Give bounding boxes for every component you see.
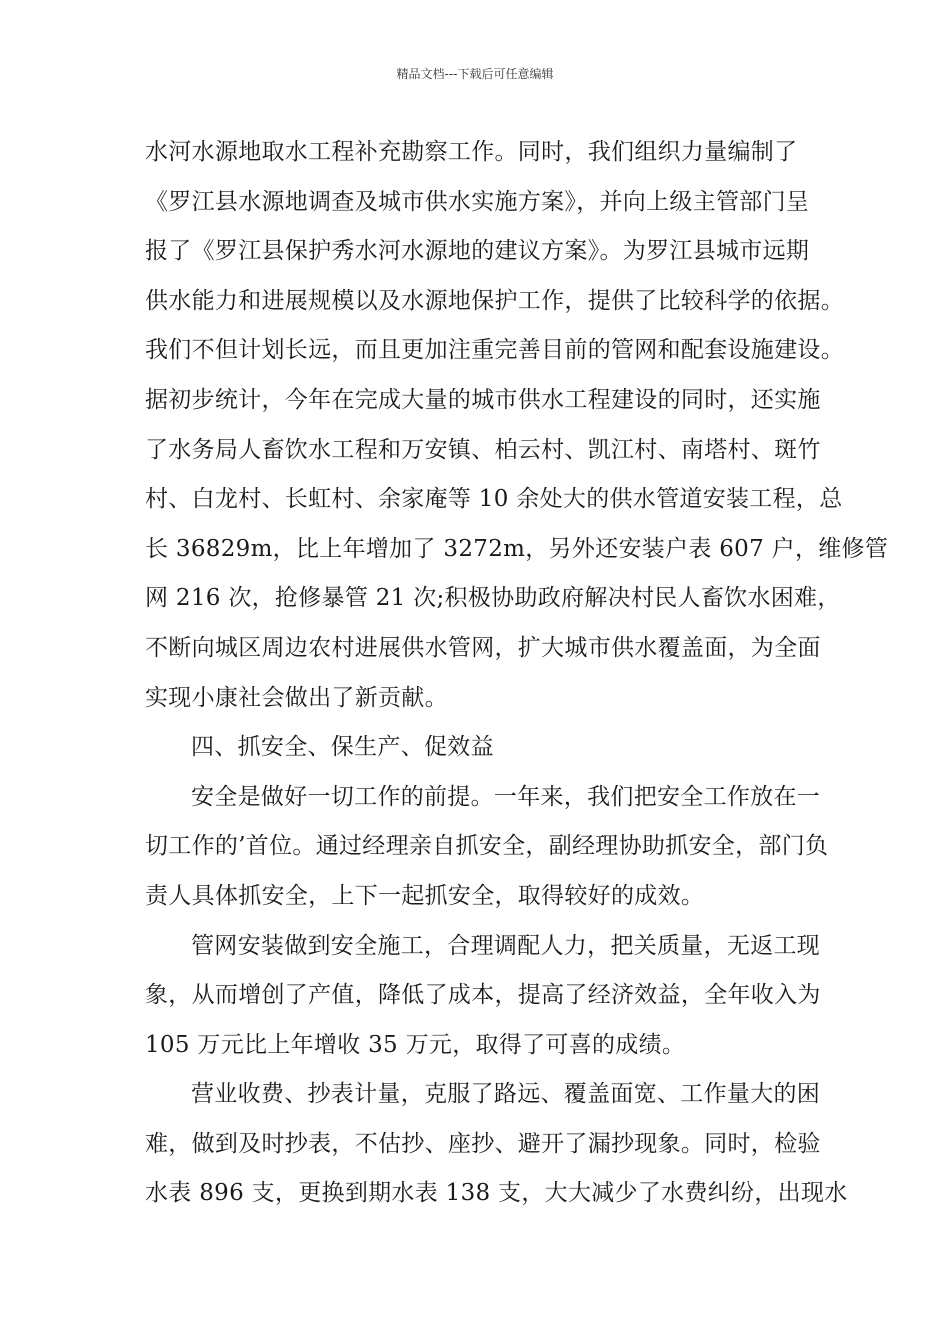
text-line: 象，从而增创了产值，降低了成本，提高了经济效益，全年收入为	[145, 982, 821, 1009]
text-line: 不断向城区周边农村进展供水管网，扩大城市供水覆盖面，为全面	[145, 634, 821, 661]
text-line: 报了《罗江县保护秀水河水源地的建议方案》。为罗江县城市远期	[145, 238, 810, 265]
text-line: 我们不但计划长远，而且更加注重完善目前的管网和配套设施建设。	[145, 337, 844, 364]
text-line: 水河水源地取水工程补充勘察工作。同时，我们组织力量编制了	[145, 139, 798, 165]
text-line: 供水能力和进展规模以及水源地保护工作，提供了比较科学的依据。	[145, 287, 844, 314]
text-line: 据初步统计，今年在完成大量的城市供水工程建设的同时，还实施	[145, 386, 821, 413]
text-line: 村、白龙村、长虹村、余家庵等 10 余处大的供水管道安装工程，总	[145, 486, 843, 513]
text-line: 水表 896 支，更换到期水表 138 支，大大减少了水费纠纷，出现水	[145, 1180, 848, 1207]
text-line: 责人具体抓安全，上下一起抓安全，取得较好的成效。	[145, 882, 705, 909]
text-line: 难，做到及时抄表，不估抄、座抄、避开了漏抄现象。同时，检验	[145, 1130, 821, 1157]
text-line: 了水务局人畜饮水工程和万安镇、柏云村、凯江村、南塔村、斑竹	[145, 436, 821, 463]
text-line: 网 216 次，抢修暴管 21 次;积极协助政府解决村民人畜饮水困难，	[145, 585, 841, 612]
text-line: 营业收费、抄表计量，克服了路远、覆盖面宽、工作量大的困	[191, 1081, 821, 1108]
text-line: 长 36829m，比上年增加了 3272m，另外还安装户表 607 户，维修管	[145, 535, 889, 562]
text-line: 切工作的’首位。通过经理亲自抓安全，副经理协助抓安全，部门负	[145, 833, 829, 860]
text-line: 《罗江县水源地调查及城市供水实施方案》，并向上级主管部门呈	[145, 188, 810, 215]
text-line: 管网安装做到安全施工，合理调配人力，把关质量，无返工现	[191, 932, 821, 959]
document-body	[145, 128, 889, 1219]
text-line: 105 万元比上年增收 35 万元，取得了可喜的成绩。	[145, 1031, 686, 1058]
section-heading: 四、抓安全、保生产、促效益	[191, 734, 494, 761]
text-line: 安全是做好一切工作的前提。一年来，我们把安全工作放在一	[191, 783, 821, 810]
page-header: 精品文档---下载后可任意编辑	[396, 67, 554, 81]
text-line: 实现小康社会做出了新贡献。	[145, 684, 448, 711]
